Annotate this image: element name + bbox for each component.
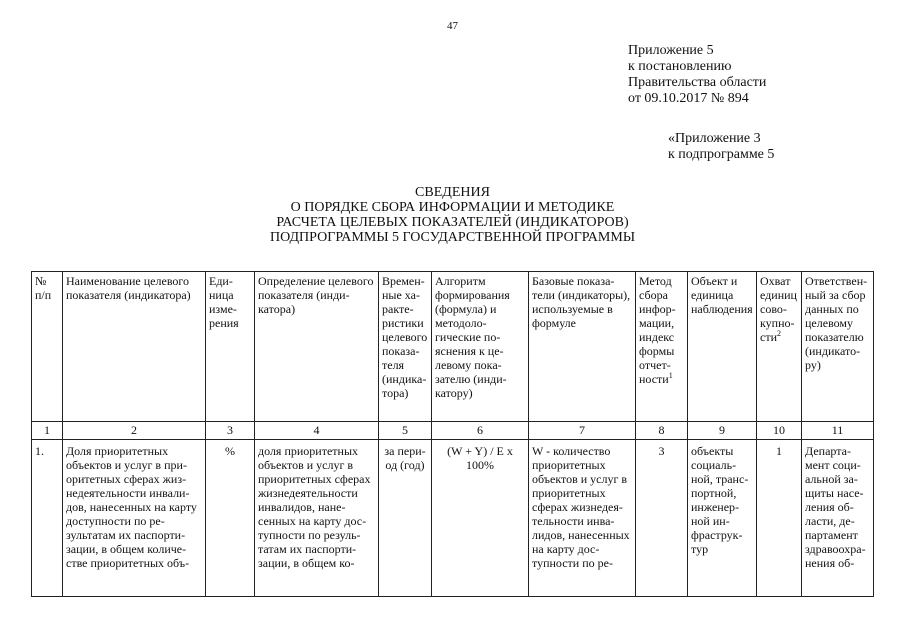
header-text: Метод сбора информации, индекс формы отчетности [639,274,676,386]
title-line: ПОДПРОГРАММЫ 5 ГОСУДАРСТВЕННОЙ ПРОГРАММЫ [269,230,636,245]
header-cell: Определение целевого показателя (индикатора) [255,272,379,422]
header-cell: Объект и единица наблюдения [688,272,757,422]
column-number: 3 [206,422,255,440]
header-cell: Ответственный за сбор данных по целевому показателю (индикатору) [802,272,874,422]
table-cell: объекты социальной, транспортной, инженерной инфраструктур [688,440,757,597]
page-number: 47 [447,20,458,32]
appendix-line: Правительства области [628,75,767,90]
column-number: 1 [32,422,63,440]
table-cell: Департамент социальной защиты населения области, департамент здравоохранения об- [802,440,874,597]
column-number: 7 [529,422,636,440]
appendix-line: Приложение 5 [628,43,714,58]
header-cell: Единица измерения [206,272,255,422]
title-line: СВЕДЕНИЯ [415,185,490,200]
table-cell: 1. [32,440,63,597]
table-cell: доля приоритетных объектов и услуг в приоритетных сферах жизнедеятельности инвалидов, нанесенных на карту доступности по результатам их паспортизации, в общем ко- [255,440,379,597]
header-cell: Алгоритм формирования (формула) и методологические пояснения к целевому показателю (индикатору) [432,272,529,422]
title-line: О ПОРЯДКЕ СБОРА ИНФОРМАЦИИ И МЕТОДИКЕ [290,200,615,215]
column-number-row [32,422,874,440]
column-number: 9 [688,422,757,440]
footnote-mark: 1 [668,371,673,380]
column-number: 5 [379,422,432,440]
header-cell: Базовые показатели (индикаторы), используемые в формуле [529,272,636,422]
appendix-line: к постановлению [628,59,732,74]
column-number: 2 [63,422,206,440]
appendix-sub-line: «Приложение 3 [668,131,761,146]
document-title [0,185,905,245]
footnote-mark: 2 [777,329,781,338]
table-row [32,440,874,597]
column-number: 11 [802,422,874,440]
table-header-row [32,272,874,422]
table-cell: 1 [757,440,802,597]
column-number: 6 [432,422,529,440]
table-cell: % [206,440,255,597]
table-cell: W - количество приоритетных объектов и услуг в приоритетных сферах жизнедеятельности инвалидов, нанесенных на карту доступности по ре- [529,440,636,597]
column-number: 8 [636,422,688,440]
header-cell: № п/п [32,272,63,422]
header-cell: Наименование целевого показателя (индикатора) [63,272,206,422]
title-line: РАСЧЕТА ЦЕЛЕВЫХ ПОКАЗАТЕЛЕЙ (ИНДИКАТОРОВ) [276,215,629,230]
header-cell: Временные характеристики целевого показателя (индикатора) [379,272,432,422]
header-cell-coverage [757,272,802,422]
table-cell: за период (год) [379,440,432,597]
appendix-line: от 09.10.2017 № 894 [628,91,749,106]
header-text: Охват единиц совокупности [760,274,797,344]
column-number: 10 [757,422,802,440]
table-cell: (W + Y) / E x 100% [432,440,529,597]
appendix-subheader [668,131,774,163]
table-cell: 3 [636,440,688,597]
table-cell: Доля приоритетных объектов и услуг в приоритетных сферах жизнедеятельности инвалидов, нанесенных на карту доступности по результатам их паспортизации, в общем количестве приоритетных объ- [63,440,206,597]
column-number: 4 [255,422,379,440]
appendix-sub-line: к подпрограмме 5 [668,147,775,162]
appendix-header [628,43,766,107]
header-cell-method [636,272,688,422]
indicators-table [31,271,874,597]
